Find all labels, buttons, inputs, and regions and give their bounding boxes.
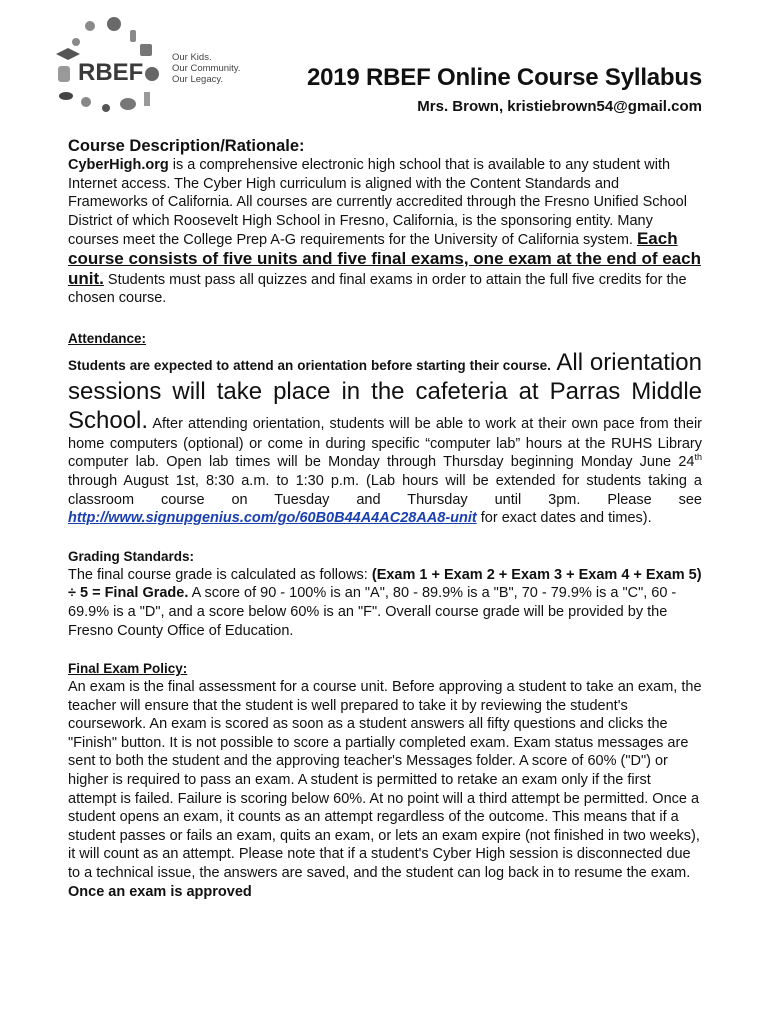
attendance-text-3: for exact dates and times). — [476, 510, 652, 527]
grading-heading: Grading Standards: — [68, 548, 195, 564]
leaf-icon — [59, 92, 73, 100]
heart-icon — [85, 21, 95, 31]
atom-icon — [72, 38, 80, 46]
attendance-paragraph — [68, 348, 702, 528]
rbef-logo-art — [48, 14, 248, 114]
signup-link[interactable]: http://www.signupgenius.com/go/60B0B44A4AC28AA8-unit — [68, 510, 477, 527]
globe-icon — [107, 17, 121, 31]
grade-formula: (Exam 1 + Exam 2 + Exam 3 + Exam 4 + Exam 5) ÷ 5 = Final Grade. — [68, 566, 702, 602]
syllabus-body — [68, 136, 702, 901]
description-heading: Course Description/Rationale: — [68, 137, 305, 155]
grading-paragraph — [68, 566, 702, 640]
cyberhigh-name: CyberHigh.org — [68, 157, 169, 173]
description-text: is a comprehensive electronic high school that is available to any student with Internet access. The Cyber High curriculum is aligned with the Content Standards and Frameworks of California. All courses are currently accredited through the Fresno Unified School District of which Roosevelt High School in Fresno, California, is the sponsoring entity. Many courses meet the College Prep A-G requirements for the University of California system. — [68, 157, 687, 249]
robot-icon — [140, 44, 152, 56]
logo-tagline-2: Our Community. — [172, 63, 241, 74]
speech-icon — [120, 98, 136, 110]
science-icon — [81, 97, 91, 107]
shield-icon — [58, 66, 70, 82]
grading-text-1: The final course grade is calculated as follows: — [68, 566, 372, 583]
rbef-logo — [48, 14, 248, 114]
orientation-location: All orientation sessions will take place in the cafeteria at Parras Middle School. — [68, 348, 703, 434]
orientation-requirement: Students are expected to attend an orientation before starting their course. — [68, 357, 551, 373]
logo-name: RBEF — [78, 59, 144, 86]
description-paragraph — [68, 156, 702, 308]
teacher-contact: Mrs. Brown, kristiebrown54@gmail.com — [417, 98, 702, 115]
description-tail: Students must pass all quizzes and final exams in order to attain the full five credits for the chosen course. — [68, 271, 687, 307]
basketball-icon — [145, 67, 159, 81]
final-exam-bold-tail: Once an exam is approved — [68, 883, 252, 900]
paint-icon — [102, 104, 110, 112]
attendance-heading: Attendance: — [68, 330, 147, 346]
attendance-text-1: After attending orientation, students will be able to work at their own pace from their home computers (optional) or come in during specific “computer lab” hours at the RUHS Library computer lab. Open lab times will be Monday through Thursday beginning Monday June 24 — [68, 415, 702, 471]
final-exam-paragraph — [68, 678, 702, 901]
grading-text-2: A score of 90 - 100% is an "A", 80 - 89.9% is a "B", 70 - 79.9% is a "C", 60 - 69.9% is a "D", and a score below 60% is an "F". Overall course grade will be provided by the Fresno County Office of Education. — [68, 585, 677, 639]
course-structure-emphasis: Each course consists of five units and five final exams, one exam at the end of each unit. — [68, 229, 701, 288]
guitar-icon — [130, 30, 136, 42]
grad-cap-icon — [56, 48, 80, 60]
attendance-text-2: through August 1st, 8:30 a.m. to 1:30 p.m. (Lab hours will be extended for students taking a classroom course on Tuesday and Thursday until 3pm. Please see — [68, 472, 702, 508]
logo-tagline-1: Our Kids. — [172, 52, 212, 63]
final-exam-heading: Final Exam Policy: — [68, 661, 188, 677]
final-exam-text: An exam is the final assessment for a course unit. Before approving a student to take an exam, the teacher will ensure that the student is well prepared to take it by reviewing the student's coursework. An exam is scored as soon as a student answers all fifty questions and clicks the "Finish" button. It is not possible to score a partially completed exam. Exam status messages are sent to both the student and the approving teacher's Messages folder. A score of 60% ("D") or higher is required to pass an exam. A student is permitted to retake an exam only if the first attempt is failed. Failure is scoring below 60%. At no point will a third attempt be permitted. Once a student opens an exam, it counts as an attempt regardless of the outcome. This means that if a student passes or fails an exam, quits an exam, or lets an exam expire (not finished in two weeks), it will count as an attempt. Please note that if a student's Cyber High session is disconnected due to a technical issue, the answers are saved, and the student can log back in to resume the exam. — [68, 679, 702, 882]
ordinal-suffix: th — [694, 452, 702, 463]
page-title: 2019 RBEF Online Course Syllabus — [306, 64, 702, 91]
logo-tagline-3: Our Legacy. — [172, 74, 224, 85]
microscope-icon — [144, 92, 150, 106]
